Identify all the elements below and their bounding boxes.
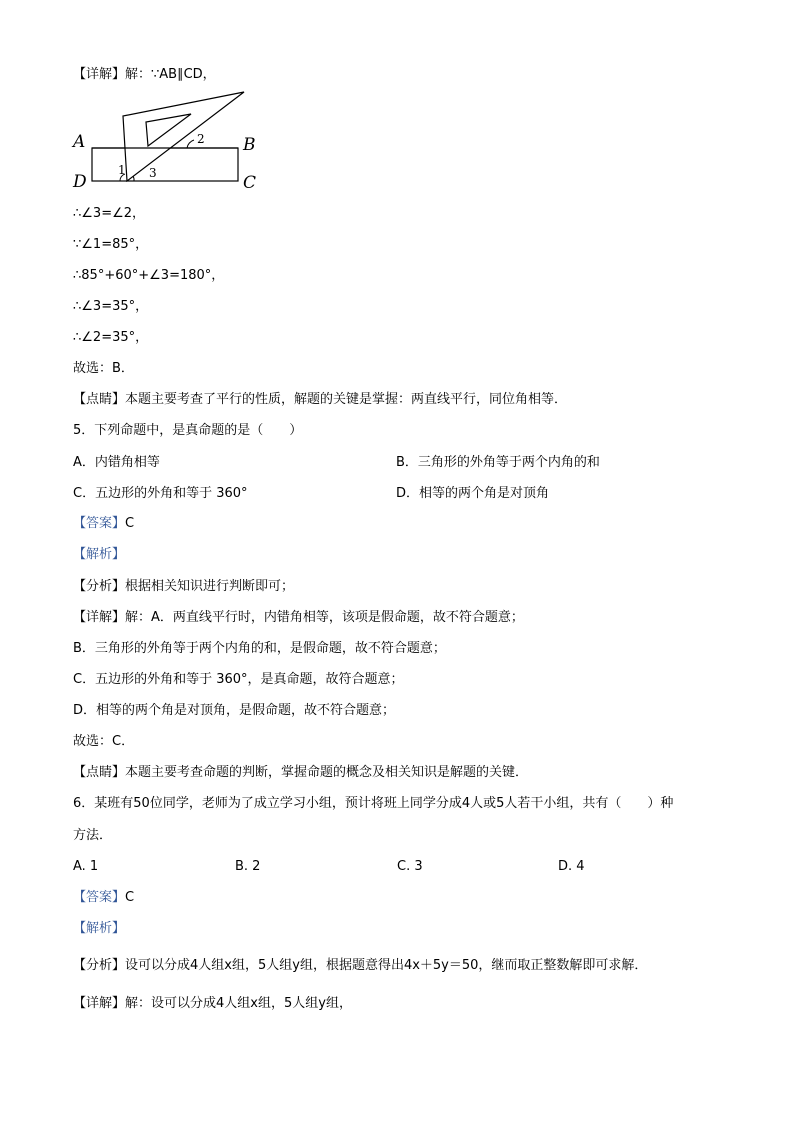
section-tag: 【详解】 [73,996,126,1011]
step-line: ∴∠3=∠2， [73,206,146,221]
geometry-figure [70,88,270,198]
section-tag: 【点睛】 [73,392,126,407]
step-line: ∵∠1=85°， [73,237,149,252]
label-a: A [73,132,86,152]
q4-comment [73,391,567,409]
comment-text: 本题主要考查命题的判断，掌握命题的概念及相关知识是解题的关键． [125,765,529,780]
q5-analysis-tag: 【解析】 [73,547,126,562]
q6-option-d: D. 4 [558,859,585,874]
q5-answer [73,515,134,533]
angle-1-label: 1 [118,163,126,177]
fenxi-text: 设可以分成4人组x组，5人组y组，根据题意得出4x＋5y＝50，继而取正整数解即可求解． [125,958,648,973]
q5-option-a: A．内错角相等 [73,455,160,470]
q6-option-c: C. 3 [397,859,423,874]
q5-option-c: C．五边形的外角和等于 360° [73,486,248,501]
q5-detail-line: D．相等的两个角是对顶角，是假命题，故不符合题意； [73,703,396,718]
q6-analysis-tag: 【解析】 [73,921,126,936]
q5-comment [73,764,528,782]
q6-detail [73,995,352,1013]
answer-value: C [125,890,135,905]
q5-detail-line: B．三角形的外角等于两个内角的和，是假命题，故不符合题意； [73,641,446,656]
q6-option-a: A. 1 [73,859,99,874]
q5-choice: 故选：C． [73,734,135,749]
q5-detail [73,609,524,627]
q5-option-b: B．三角形的外角等于两个内角的和 [396,455,600,470]
step-line: ∴∠2=35°， [73,330,149,345]
q6-answer [73,889,134,907]
label-c: C [243,173,257,193]
angle-2-arc [187,140,194,148]
detail-text: 解：A．两直线平行时，内错角相等，该项是假命题，故不符合题意； [125,610,524,625]
label-d: D [73,172,87,192]
label-b: B [243,135,256,155]
section-tag: 【详解】 [73,610,126,625]
q6-stem-line2: 方法． [73,828,113,843]
q5-analysis-fenxi [73,578,294,596]
step-line: ∴85°+60°+∠3=180°， [73,268,225,283]
answer-value: C [125,516,135,531]
angle-3-arc [133,176,134,181]
answer-tag: 【答案】 [73,516,126,531]
section-tag: 【分析】 [73,958,126,973]
angle-3-label: 3 [149,166,157,180]
section-tag: 【详解】 [73,67,126,82]
section-tag: 【点睛】 [73,765,126,780]
step-line: ∴∠3=35°， [73,299,149,314]
q6-analysis-fenxi [73,957,647,975]
triangle-ruler [123,92,244,181]
answer-tag: 【答案】 [73,890,126,905]
rectangle-abcd [92,148,238,181]
angle-2-label: 2 [197,132,205,146]
intro-text: 解：∵AB∥CD， [125,67,216,82]
fenxi-text: 根据相关知识进行判断即可； [125,579,295,594]
q5-detail-line: C．五边形的外角和等于 360°，是真命题，故符合题意； [73,672,404,687]
q5-option-d: D．相等的两个角是对顶角 [396,486,550,501]
detail-text: 解：设可以分成4人组x组，5人组y组， [125,996,352,1011]
comment-text: 本题主要考查了平行的性质，解题的关键是掌握：两直线平行，同位角相等． [125,392,568,407]
section-tag: 【分析】 [73,579,126,594]
q6-stem-line1: 6．某班有50位同学，老师为了成立学习小组，预计将班上同学分成4人或5人若干小组，共有（ ）种 [73,796,674,811]
q5-stem: 5．下列命题中，是真命题的是（ ） [73,423,303,438]
q6-option-b: B. 2 [235,859,261,874]
q4-detail-intro [73,66,216,84]
step-line: 故选：B． [73,361,134,376]
